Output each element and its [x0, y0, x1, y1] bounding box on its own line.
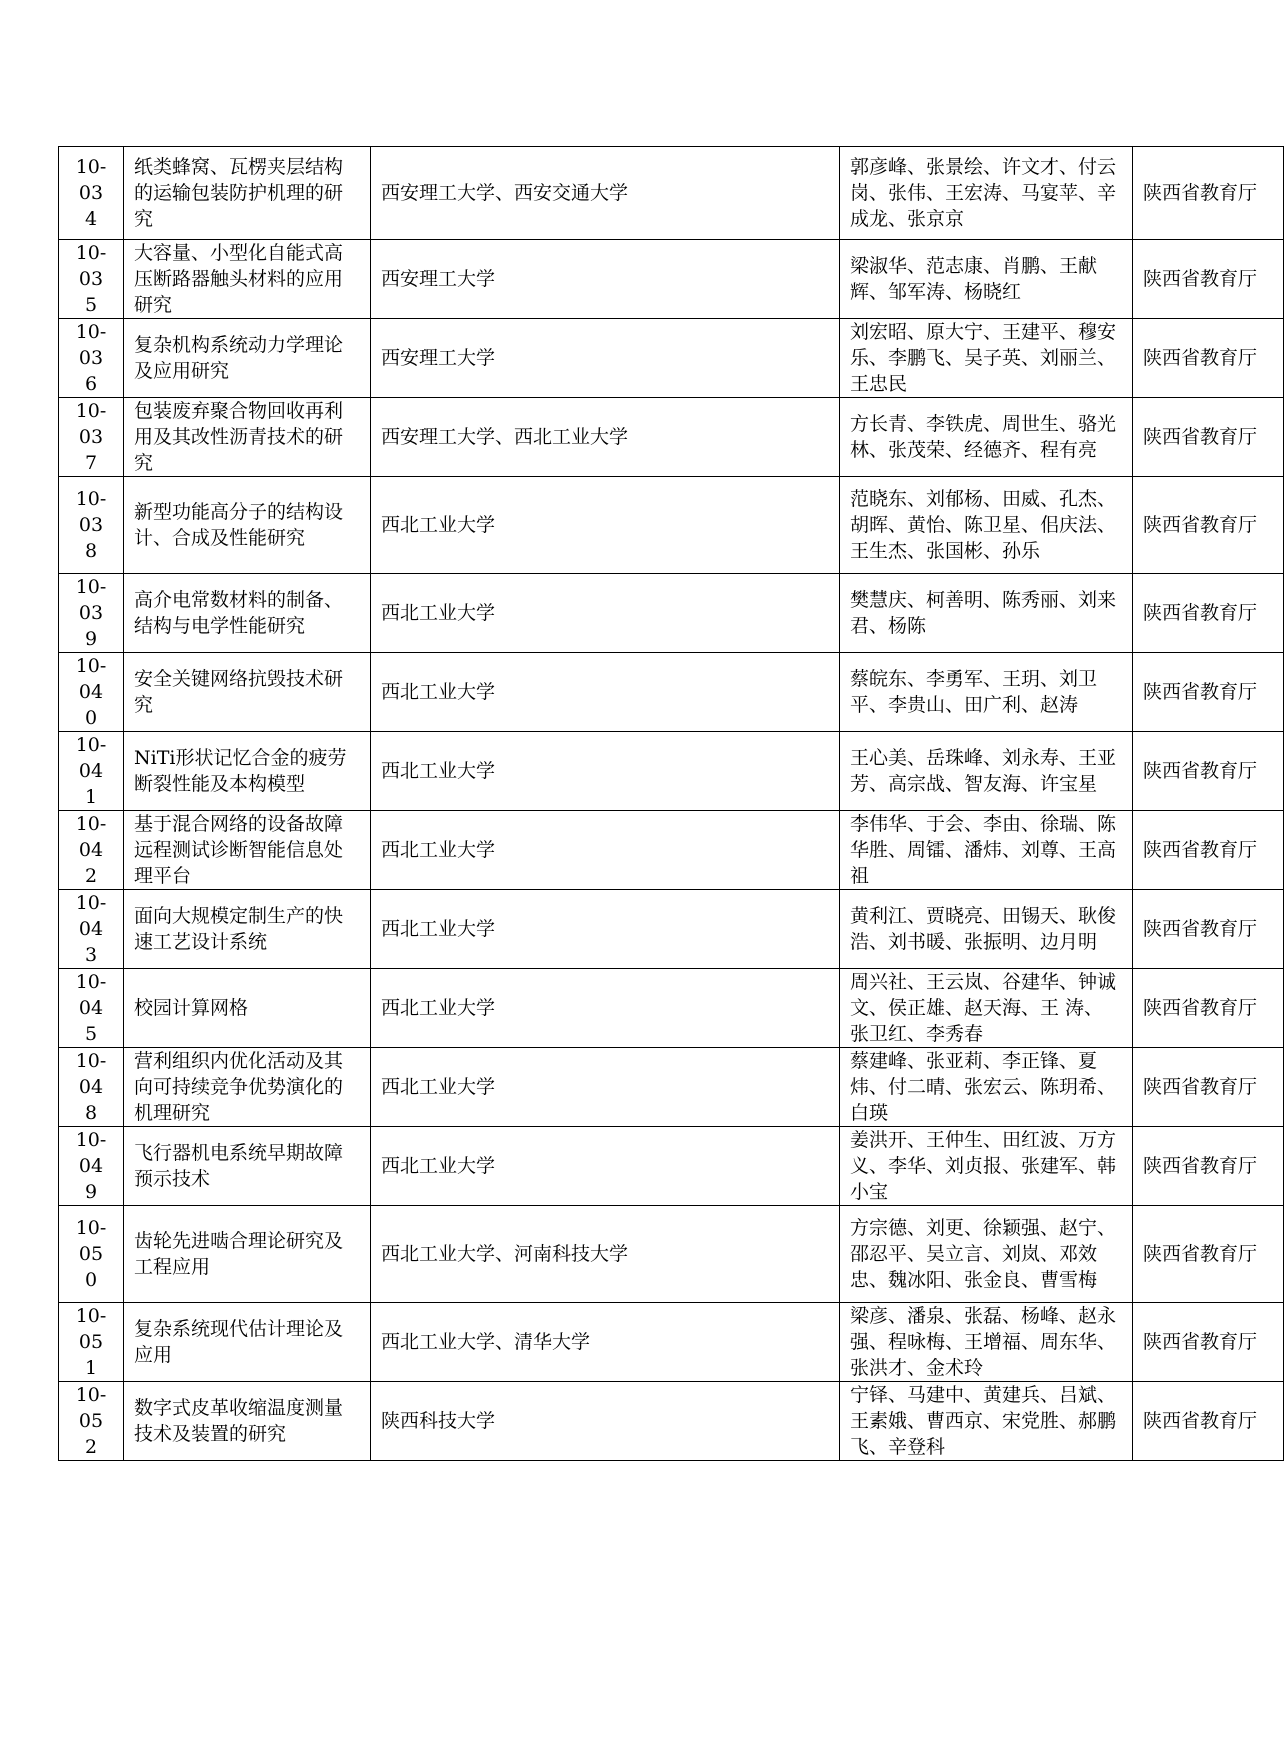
- project-number-part: 10-: [75, 1305, 107, 1327]
- project-number-part: 10-: [75, 655, 107, 677]
- recommending-unit: 陕西省教育厅: [1133, 890, 1284, 969]
- project-number-part: 5: [84, 294, 98, 316]
- project-number-part: 10-: [75, 892, 107, 914]
- project-number-part: 04: [78, 839, 104, 861]
- project-number-part: 03: [78, 514, 104, 536]
- award-table: [58, 146, 1284, 1461]
- award-table-body: [59, 147, 1284, 1461]
- completing-people: 周兴社、王云岚、谷建华、钟诚文、侯正雄、赵天海、王 涛、张卫红、李秀春: [840, 969, 1133, 1048]
- recommending-unit: 陕西省教育厅: [1133, 969, 1284, 1048]
- project-number: [59, 653, 124, 732]
- completing-units: 陕西科技大学: [371, 1382, 840, 1461]
- table-row: [59, 1127, 1284, 1206]
- project-number-part: 03: [78, 347, 104, 369]
- project-number-part: 6: [84, 373, 98, 395]
- table-row: [59, 477, 1284, 574]
- recommending-unit: 陕西省教育厅: [1133, 319, 1284, 398]
- project-number-part: 9: [84, 628, 98, 650]
- project-number-part: 03: [78, 268, 104, 290]
- project-number-part: 10-: [75, 971, 107, 993]
- project-number-part: 04: [78, 1155, 104, 1177]
- completing-units: 西北工业大学: [371, 969, 840, 1048]
- recommending-unit: 陕西省教育厅: [1133, 1127, 1284, 1206]
- project-title: 复杂系统现代估计理论及应用: [124, 1303, 371, 1382]
- completing-people: 方长青、李铁虎、周世生、骆光林、张茂荣、经德齐、程有亮: [840, 398, 1133, 477]
- project-number: [59, 240, 124, 319]
- project-number: [59, 398, 124, 477]
- project-number-part: 10-: [75, 1217, 107, 1239]
- project-title: 安全关键网络抗毁技术研究: [124, 653, 371, 732]
- completing-units: 西北工业大学、河南科技大学: [371, 1206, 840, 1303]
- project-number-part: 8: [84, 1102, 98, 1124]
- project-number: [59, 1127, 124, 1206]
- completing-people: 梁淑华、范志康、肖鹏、王献辉、邹军涛、杨晓红: [840, 240, 1133, 319]
- completing-units: 西北工业大学: [371, 890, 840, 969]
- project-number-part: 10-: [75, 576, 107, 598]
- table-row: [59, 319, 1284, 398]
- recommending-unit: 陕西省教育厅: [1133, 1382, 1284, 1461]
- project-number-part: 04: [78, 918, 104, 940]
- table-row: [59, 147, 1284, 240]
- table-row: [59, 653, 1284, 732]
- project-number: [59, 969, 124, 1048]
- project-title: 齿轮先进啮合理论研究及工程应用: [124, 1206, 371, 1303]
- project-number-part: 04: [78, 760, 104, 782]
- project-title: 复杂机构系统动力学理论及应用研究: [124, 319, 371, 398]
- project-number-part: 10-: [75, 734, 107, 756]
- project-number-part: 1: [84, 1357, 98, 1379]
- project-title: 飞行器机电系统早期故障预示技术: [124, 1127, 371, 1206]
- table-row: [59, 240, 1284, 319]
- project-number: [59, 1048, 124, 1127]
- project-number-part: 0: [84, 1269, 98, 1291]
- recommending-unit: 陕西省教育厅: [1133, 398, 1284, 477]
- completing-people: 梁彦、潘泉、张磊、杨峰、赵永强、程咏梅、王增福、周东华、张洪才、金术玲: [840, 1303, 1133, 1382]
- completing-people: 樊慧庆、柯善明、陈秀丽、刘来君、杨陈: [840, 574, 1133, 653]
- project-number: [59, 890, 124, 969]
- project-number-part: 10-: [75, 1129, 107, 1151]
- completing-units: 西北工业大学: [371, 574, 840, 653]
- table-row: [59, 1303, 1284, 1382]
- project-title: 校园计算网格: [124, 969, 371, 1048]
- project-number-part: 7: [84, 452, 98, 474]
- completing-units: 西北工业大学: [371, 1127, 840, 1206]
- project-number-part: 05: [78, 1331, 104, 1353]
- completing-units: 西安理工大学、西北工业大学: [371, 398, 840, 477]
- project-number-part: 1: [84, 786, 98, 808]
- table-row: [59, 1382, 1284, 1461]
- project-number-part: 03: [78, 182, 104, 204]
- recommending-unit: 陕西省教育厅: [1133, 653, 1284, 732]
- project-number-part: 2: [84, 1436, 98, 1458]
- completing-people: 方宗德、刘更、徐颖强、赵宁、邵忍平、吴立言、刘岚、邓效忠、魏冰阳、张金良、曹雪梅: [840, 1206, 1133, 1303]
- project-number-part: 4: [84, 208, 98, 230]
- project-number-part: 10-: [75, 400, 107, 422]
- project-number: [59, 319, 124, 398]
- project-number-part: 8: [84, 540, 98, 562]
- project-number-part: 04: [78, 681, 104, 703]
- project-number-part: 03: [78, 602, 104, 624]
- project-number-part: 05: [78, 1410, 104, 1432]
- project-number-part: 04: [78, 1076, 104, 1098]
- completing-people: 宁铎、马建中、黄建兵、吕斌、王素娥、曹西京、宋党胜、郝鹏飞、辛登科: [840, 1382, 1133, 1461]
- project-number-part: 10-: [75, 813, 107, 835]
- project-number-part: 10-: [75, 156, 107, 178]
- completing-units: 西北工业大学: [371, 811, 840, 890]
- project-title: 新型功能高分子的结构设计、合成及性能研究: [124, 477, 371, 574]
- project-number-part: 3: [84, 944, 98, 966]
- recommending-unit: 陕西省教育厅: [1133, 574, 1284, 653]
- project-number: [59, 574, 124, 653]
- project-title: 高介电常数材料的制备、结构与电学性能研究: [124, 574, 371, 653]
- completing-people: 蔡皖东、李勇军、王玥、刘卫平、李贵山、田广利、赵涛: [840, 653, 1133, 732]
- recommending-unit: 陕西省教育厅: [1133, 147, 1284, 240]
- completing-units: 西安理工大学: [371, 240, 840, 319]
- table-row: [59, 811, 1284, 890]
- table-row: [59, 398, 1284, 477]
- project-number: [59, 1206, 124, 1303]
- table-row: [59, 574, 1284, 653]
- project-title: 大容量、小型化自能式高压断路器触头材料的应用研究: [124, 240, 371, 319]
- project-number-part: 9: [84, 1181, 98, 1203]
- completing-people: 姜洪开、王仲生、田红波、万方义、李华、刘贞报、张建军、韩小宝: [840, 1127, 1133, 1206]
- project-number-part: 10-: [75, 321, 107, 343]
- table-row: [59, 1048, 1284, 1127]
- recommending-unit: 陕西省教育厅: [1133, 732, 1284, 811]
- completing-units: 西北工业大学: [371, 732, 840, 811]
- project-number: [59, 1303, 124, 1382]
- completing-units: 西北工业大学: [371, 1048, 840, 1127]
- completing-units: 西安理工大学、西安交通大学: [371, 147, 840, 240]
- project-title: 面向大规模定制生产的快速工艺设计系统: [124, 890, 371, 969]
- project-number-part: 05: [78, 1243, 104, 1265]
- completing-people: 郭彦峰、张景绘、许文才、付云岗、张伟、王宏涛、马宴苹、辛成龙、张京京: [840, 147, 1133, 240]
- recommending-unit: 陕西省教育厅: [1133, 477, 1284, 574]
- project-number: [59, 147, 124, 240]
- table-row: [59, 890, 1284, 969]
- project-number-part: 2: [84, 865, 98, 887]
- project-number-part: 10-: [75, 488, 107, 510]
- completing-people: 李伟华、于会、李由、徐瑞、陈华胜、周镭、潘炜、刘尊、王高祖: [840, 811, 1133, 890]
- project-title: 基于混合网络的设备故障远程测试诊断智能信息处理平台: [124, 811, 371, 890]
- completing-units: 西安理工大学: [371, 319, 840, 398]
- recommending-unit: 陕西省教育厅: [1133, 1048, 1284, 1127]
- completing-units: 西北工业大学: [371, 477, 840, 574]
- project-title: 营利组织内优化活动及其向可持续竞争优势演化的机理研究: [124, 1048, 371, 1127]
- completing-people: 王心美、岳珠峰、刘永寿、王亚芳、高宗战、智友海、许宝星: [840, 732, 1133, 811]
- project-title: 包装废弃聚合物回收再利用及其改性沥青技术的研究: [124, 398, 371, 477]
- project-title: NiTi形状记忆合金的疲劳断裂性能及本构模型: [124, 732, 371, 811]
- project-number: [59, 477, 124, 574]
- table-row: [59, 1206, 1284, 1303]
- completing-people: 蔡建峰、张亚莉、李正锋、夏炜、付二晴、张宏云、陈玥希、白瑛: [840, 1048, 1133, 1127]
- project-number: [59, 732, 124, 811]
- project-title: 纸类蜂窝、瓦楞夹层结构的运输包装防护机理的研究: [124, 147, 371, 240]
- project-number-part: 5: [84, 1023, 98, 1045]
- completing-people: 黄利江、贾晓亮、田锡天、耿俊浩、刘书暖、张振明、边月明: [840, 890, 1133, 969]
- recommending-unit: 陕西省教育厅: [1133, 240, 1284, 319]
- completing-people: 刘宏昭、原大宁、王建平、穆安乐、李鹏飞、吴子英、刘丽兰、王忠民: [840, 319, 1133, 398]
- table-row: [59, 969, 1284, 1048]
- project-number-part: 03: [78, 426, 104, 448]
- recommending-unit: 陕西省教育厅: [1133, 1206, 1284, 1303]
- recommending-unit: 陕西省教育厅: [1133, 1303, 1284, 1382]
- project-number-part: 04: [78, 997, 104, 1019]
- recommending-unit: 陕西省教育厅: [1133, 811, 1284, 890]
- project-number: [59, 811, 124, 890]
- project-number-part: 10-: [75, 1384, 107, 1406]
- completing-units: 西北工业大学: [371, 653, 840, 732]
- project-number-part: 10-: [75, 242, 107, 264]
- completing-people: 范晓东、刘郁杨、田威、孔杰、胡晖、黄怡、陈卫星、佀庆法、王生杰、张国彬、孙乐: [840, 477, 1133, 574]
- project-number-part: 0: [84, 707, 98, 729]
- table-row: [59, 732, 1284, 811]
- project-number-part: 10-: [75, 1050, 107, 1072]
- project-number: [59, 1382, 124, 1461]
- completing-units: 西北工业大学、清华大学: [371, 1303, 840, 1382]
- project-title: 数字式皮革收缩温度测量技术及装置的研究: [124, 1382, 371, 1461]
